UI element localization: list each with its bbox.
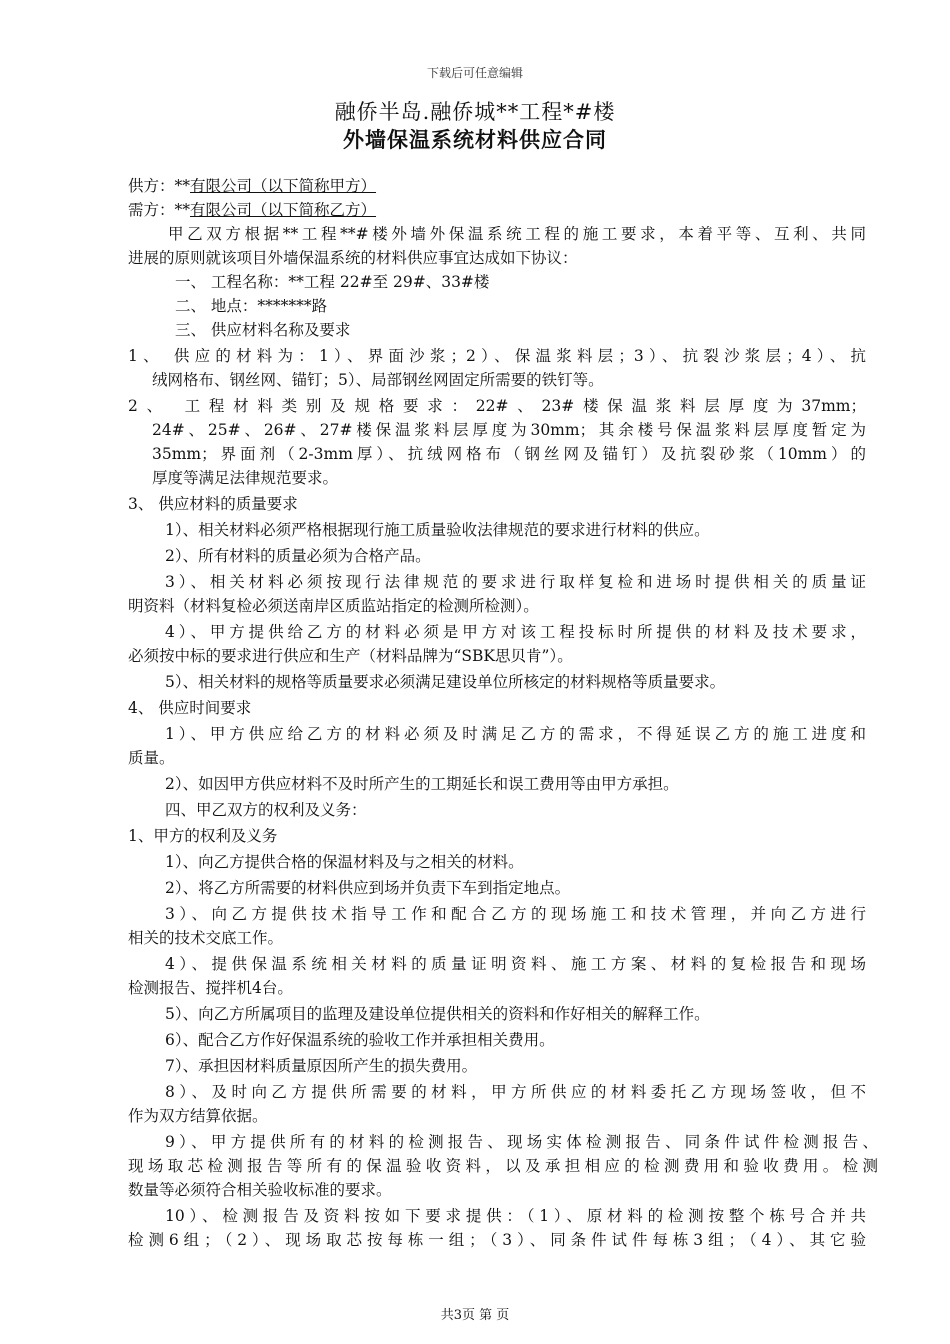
body-line-text: 1）、向乙方提供合格的保温材料及与之相关的材料。 (165, 853, 524, 871)
body-line-text: 质量。 (128, 749, 175, 767)
body-line-text: 3）、向乙方提供技术指导工作和配合乙方的现场施工和技术管理，并向乙方进行 (165, 905, 866, 923)
body-line-text: 2）、如因甲方供应材料不及时所产生的工期延长和误工费用等由甲方承担。 (165, 775, 679, 793)
body-line-text: 作为双方结算依据。 (128, 1107, 268, 1125)
contract-title-line2: 外墙保温系统材料供应合同 (343, 127, 607, 152)
body-line-text: 厚度等满足法律规范要求。 (152, 469, 339, 487)
buyer-name: 有限公司（以下简称乙方） (190, 201, 377, 219)
body-line-text: 3）、相关材料必须按现行法律规范的要求进行取样复检和进场时提供相关的质量证 (165, 573, 866, 591)
body-line-text: 1、 供应的材料为：1）、界面沙浆；2）、保温浆料层；3）、抗裂沙浆层；4）、抗 (128, 347, 866, 365)
body-line-text: 10）、检测报告及资料按如下要求提供：（1）、原材料的检测按整个栋号合并共 (165, 1207, 866, 1225)
body-line-text: 1、甲方的权利及义务 (128, 827, 278, 845)
body-line-text: 2、 工程材料类别及规格要求：22#、23#楼保温浆料层厚度为37mm； (128, 397, 866, 415)
body-line-text: 8）、及时向乙方提供所需要的材料，甲方所供应的材料委托乙方现场签收，但不 (165, 1083, 866, 1101)
supplier-name: 有限公司（以下简称甲方） (190, 177, 377, 195)
supplier-label: 供方：** (128, 177, 191, 195)
body-line-text: 检测报告、搅拌机4台。 (128, 979, 293, 997)
body-line-text: 3、 供应材料的质量要求 (128, 495, 298, 513)
body-line-text: 一、 工程名称：**工程 22#至 29#、33#楼 (175, 273, 490, 291)
body-line-text: 二、 地点：*******路 (175, 297, 328, 315)
page-footer: 共3页 第 页 (440, 1308, 510, 1323)
buyer-label: 需方：** (128, 201, 191, 219)
body-line-text: 1）、相关材料必须严格根据现行施工质量验收法律规范的要求进行材料的供应。 (165, 521, 710, 539)
body-line-text: 2）、将乙方所需要的材料供应到场并负责下车到指定地点。 (165, 879, 571, 897)
body-line-text: 明资料（材料复检必须送南岸区质监站指定的检测所检测）。 (128, 597, 539, 615)
body-line-text: 甲乙双方根据**工程**#楼外墙外保温系统工程的施工要求，本着平等、互利、共同 (168, 225, 866, 243)
body-line-text: 进展的原则就该项目外墙保温系统的材料供应事宜达成如下协议： (128, 249, 578, 267)
body-line-text: 现场取芯检测报告等所有的保温验收资料，以及承担相应的检测费用和验收费用。检测 (128, 1157, 878, 1175)
body-line-text: 5）、相关材料的规格等质量要求必须满足建设单位所核定的材料规格等质量要求。 (165, 673, 726, 691)
body-line-text: 相关的技术交底工作。 (128, 929, 284, 947)
contract-title-line1: 融侨半岛.融侨城**工程*#楼 (334, 100, 616, 124)
body-line-text: 四、甲乙双方的权利及义务： (165, 801, 367, 819)
body-line-text: 必须按中标的要求进行供应和生产（材料品牌为“SBK思贝肯”）。 (128, 647, 573, 665)
header-note: 下载后可任意编辑 (426, 66, 523, 80)
body-line-text: 24#、25#、26#、27#楼保温浆料层厚度为30mm；其余楼号保温浆料层厚度暂定为 (152, 421, 866, 439)
body-line-text: 4）、甲方提供给乙方的材料必须是甲方对该工程投标时所提供的材料及技术要求， (165, 623, 866, 641)
body-line-text: 5）、向乙方所属项目的监理及建设单位提供相关的资料和作好相关的解释工作。 (165, 1005, 710, 1023)
body-line-text: 35mm；界面剂（2-3mm厚）、抗绒网格布（钢丝网及锚钉）及抗裂砂浆（10mm）的 (152, 445, 866, 463)
body-line-text: 7）、承担因材料质量原因所产生的损失费用。 (165, 1057, 478, 1075)
body-line-text: 2）、所有材料的质量必须为合格产品。 (165, 547, 431, 565)
body-line-text: 数量等必须符合相关验收标准的要求。 (128, 1181, 392, 1199)
body-line-text: 检测6组；（2）、现场取芯按每栋一组；（3）、同条件试件每栋3组；（4）、其它验 (128, 1231, 866, 1249)
body-line-text: 6）、配合乙方作好保温系统的验收工作并承担相关费用。 (165, 1031, 555, 1049)
body-line-text: 4）、提供保温系统相关材料的质量证明资料、施工方案、材料的复检报告和现场 (165, 955, 866, 973)
body-line-text: 1）、甲方供应给乙方的材料必须及时满足乙方的需求，不得延误乙方的施工进度和 (165, 725, 866, 743)
body-line-text: 三、 供应材料名称及要求 (175, 321, 351, 339)
body-line-text: 4、 供应时间要求 (128, 699, 252, 717)
body-line-text: 9）、甲方提供所有的材料的检测报告、现场实体检测报告、同条件试件检测报告、 (165, 1133, 878, 1151)
body-line-text: 绒网格布、钢丝网、锚钉；5）、局部钢丝网固定所需要的铁钉等。 (152, 371, 604, 389)
